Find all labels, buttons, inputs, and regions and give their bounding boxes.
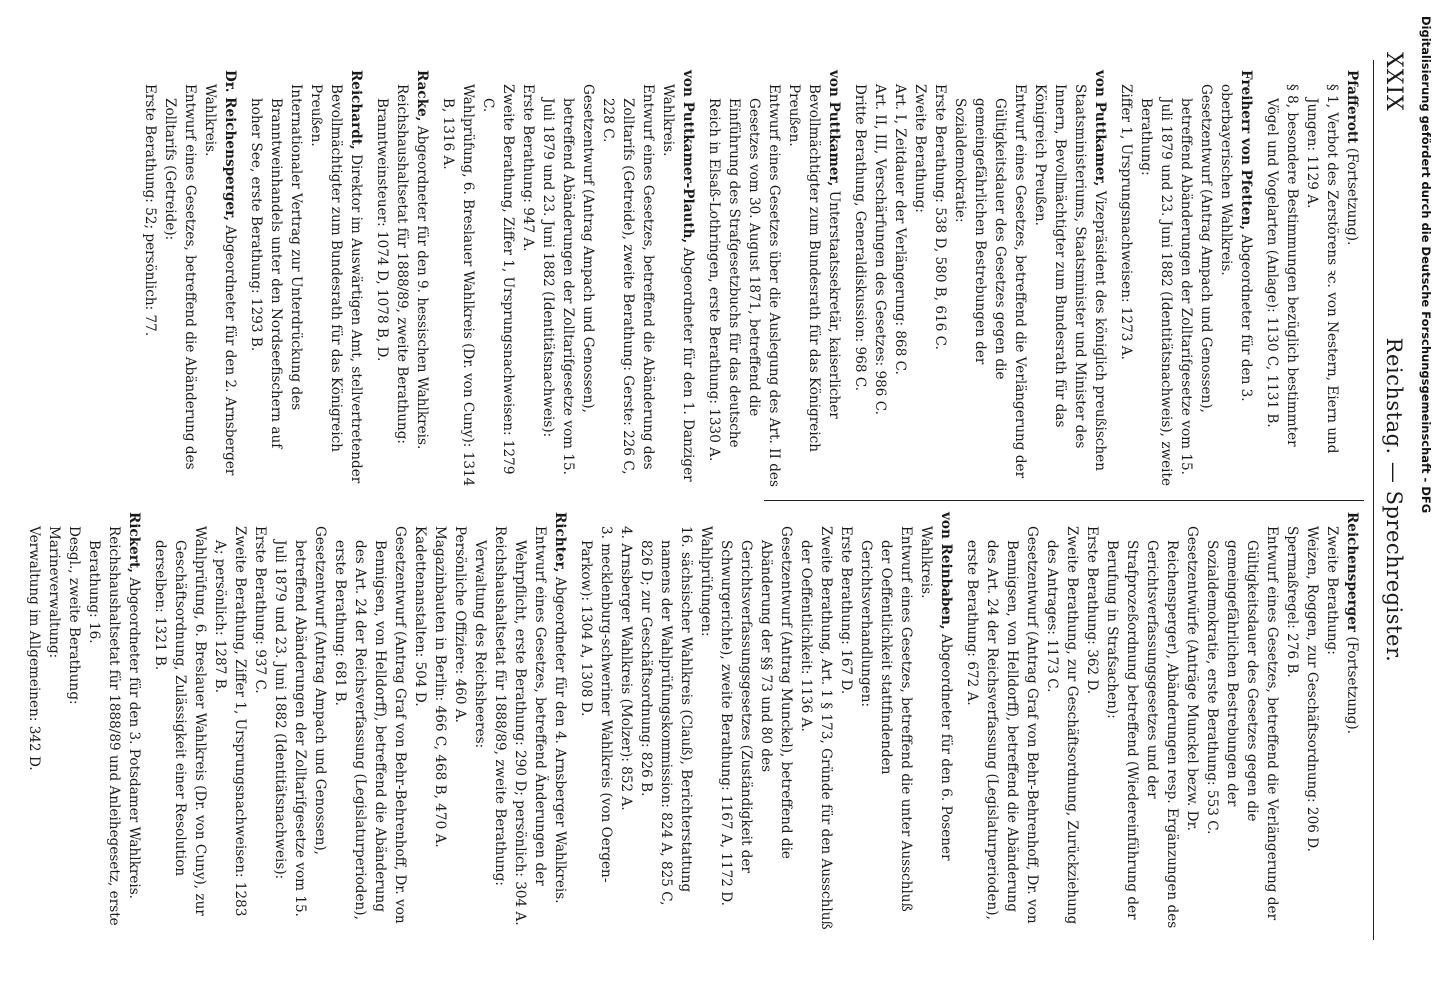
entry-line: Desgl., zweite Berathung: (66, 526, 82, 705)
column-divider (764, 500, 1364, 501)
entry-line: Gesetzentwurf (Antrag Munckel), betreffend die Abänderung der §§ 73 und 80 des Gerichtsverfassungsgesetzes (Zuständigkeit der Schwurgerichte), zweite Berathung: 1167 A, 1172 D. (718, 526, 794, 906)
entry-line: Spermaßregel: 276 B. (1284, 526, 1300, 678)
entry-line: Gesetzentwurf (Antrag Ampach und Genossen), betreffend Abänderungen der Zolltarifgesetze vom 15. Juli 1879 und 23. Juni 1882 (Identitätsnachweis): (272, 526, 328, 917)
entry-line: Entwurf eines Gesetzes, betreffend die Verlängerung der Gültigkeitsdauer des Gesetzes gegen die gemeingefährlichen Bestrebungen der Sozialdemokratie, erste Berathung: 553 C. (1204, 526, 1280, 921)
register-entry (24, 512, 144, 930)
entry-line: Erste Berathung: 52; persönlich: 77. (142, 84, 158, 337)
register-entry (576, 512, 956, 930)
entry-line: Reichshaushaltsetat für 1888/89, zweite Berathung: Verwaltung des Reichsheeres: (472, 526, 508, 886)
register-entry (1116, 70, 1256, 488)
entry-line: Erste Berathung: 947 A. (520, 84, 536, 252)
entry-line: Reichshaushaltsetat für 1888/89, zweite Berathung: Branntweinsteuer: 1074 D, 1078 B, D. (374, 84, 410, 444)
entry-name: von Reinbaben, (938, 512, 954, 630)
entry-name: von Puttkamer, (1092, 70, 1108, 187)
running-title: Reichstag. — Sprechregister. (1382, 337, 1406, 663)
entry-line: Entwurf eines Gesetzes, betreffend die Abänderung des Zolltarifs (Getreide), zweite Berathung: Gerste: 226 C, 228 C. (600, 84, 656, 475)
entry-line: Erste Berathung: 362 D. (1084, 526, 1100, 695)
entry-line: Abgeordneter für den 9. hessischen Wahlkreis. (414, 125, 430, 450)
register-entry (1262, 70, 1362, 488)
entry-line: Zweite Berathung, Ziffer 1, Ursprungsnachweisen: 1283 A; persönlich: 1287 B. (212, 526, 248, 917)
entry-name: Dr. Reichensperger, (222, 70, 238, 221)
entry-line: Wahlprüfung, 6. Breslauer Wahlkreis (Dr. von Cuny), zur Geschäftsordnung, Zulässigkeit einer Resolution derselben: 1321 B. (152, 526, 208, 916)
entry-line: Zweite Berathung, Art. 1 § 173, Gründe für den Ausschluß der Oeffentlichkeit: 1136 A. (798, 526, 834, 930)
register-entry (246, 70, 366, 488)
entry-line: Gesetzentwurf (Antrag Graf von Behr-Behrenhoff, Dr. von Bennigsen, von Helldorff), betreffend die Abänderung des Art. 24 der Reichsverfassung (Legislaturperioden), erste Berathung: 681 B. (332, 526, 408, 924)
entry-line: Entwurf eines Gesetzes über die Auslegung des Art. II des Gesetzes vom 30. August 1871, betreffend die Einführung des Strafgesetzbuchs für das deutsche Reich in Elsaß-Lothringen, erste Berathung: 1330 A. (706, 84, 782, 487)
entry-line: Internationaler Vertrag zur Unterdrückung des Branntweinhandels unter den Nordseefischern auf hoher See, erste Berathung: 1293 B. (248, 84, 304, 449)
entry-line: Direktor im Auswärtigen Amt, stellvertretender Bevollmächtigter zum Bundesrath für das Königreich Preußen. (308, 84, 364, 484)
left-column (82, 70, 1362, 488)
entry-name: Freiherr von Pfetten, (1238, 70, 1254, 231)
entry-name: Reichensperger (1344, 512, 1360, 633)
register-entry (962, 512, 1362, 930)
entry-name: von Puttkamer, (826, 70, 842, 187)
entry-line: Art. II, III, Verschärfungen des Gesetzes: 986 C. (872, 84, 888, 415)
register-entry (850, 70, 1110, 488)
entry-name: Richter, (552, 512, 568, 573)
entry-line: Entwurf eines Gesetzes, betreffend die Verlängerung der Gültigkeitsdauer des Gesetzes gegen die gemeingefährlichen Bestrebungen der Sozialdemokratie: (952, 84, 1028, 479)
entry-line: (Fortsetzung). (1344, 147, 1360, 246)
entry-line: Art. I, Zeitdauer der Verlängerung: 868 C. (892, 84, 908, 375)
entry-line: Abgeordneter für den 6. Posener Wahlkreis. (918, 526, 954, 861)
entry-line: Erste Berathung: 538 D, 580 B, 616 C. (932, 84, 948, 350)
stamp-text: Digitalisierung gefördert durch die Deutsche Forschungsgemeinschaft - DFG (1419, 16, 1433, 514)
entry-line: 3. mecklenburg-schweriner Wahlkreis (von Oergen-Parkow): 1304 A, 1308 D. (578, 526, 614, 883)
register-entry (704, 70, 844, 488)
entry-line: Kadettenanstalten: 504 D. (412, 526, 428, 707)
entry-line: Zweite Berathung: (912, 84, 928, 213)
page-number: XXIX (1381, 52, 1406, 112)
entry-line: Verwaltung im Allgemeinen: 342 D. (26, 526, 42, 771)
entry-line: Reichshaushaltsetat für 1888/89 und Anleihegesetz, erste Berathung: 16. (86, 526, 122, 926)
register-entry (372, 70, 432, 488)
entry-line: Wahlprüfungen: (698, 526, 714, 637)
entry-line: Unterstaatssekretär, kaiserlicher Bevollmächtigter zum Bundesrath für das Königreich Preußen. (786, 84, 842, 453)
entry-line: Erste Berathung: 937 C. (252, 526, 268, 694)
entry-line: Dritte Berathung, Generaldiskussion: 968 C. (852, 84, 868, 392)
entry-line: (Fortsetzung). (1344, 636, 1360, 735)
entry-line: Gesetzentwurf (Antrag Ampach und Genossen), betreffend Abänderungen der Zolltarifgesetze vom 15. Juli 1879 und 23. Juni 1882 (Identitätsnachweis), zweite Berathung: (1138, 84, 1214, 487)
entry-line: § 8, besondere Bestimmungen bezüglich bestimmter Vögel und Vogelarten (Anlage): 1130 C, 1131 B. (1264, 84, 1300, 447)
entry-line: Abgeordneter für den 1. Danziger Wahlkreis. (660, 84, 696, 482)
entry-line: Zweite Berathung, Ziffer 1, Ursprungsnachweisen: 1279 C. (480, 84, 516, 475)
entry-line: § 1, Verbot des Zerstörens ꝛc. von Nestern, Eiern und Jungen: 1129 A. (1304, 84, 1340, 454)
entry-line: Weizen, Roggen, zur Geschäftsordnung: 206 D. (1304, 526, 1320, 852)
digitization-stamp (1418, 8, 1436, 998)
register-entry (140, 70, 240, 488)
entry-line: Gesetzentwürfe (Anträge Munckel bezw. Dr. Reichensperger), Abänderungen resp. Ergänzungen des Gerichtsverfassungsgesetzes und der Strafprozeßordnung betreffend (Wiedereinführung der Berufung in Strafsachen): (1104, 526, 1200, 929)
entry-line: 4. Arnsberger Wahlkreis (Molzer): 852 A. (618, 526, 634, 811)
register-entry (438, 70, 698, 488)
entry-line: Marineverwaltung: (46, 526, 62, 659)
entry-line: Abgeordneter für den 3. oberbayerischen Wahlkreis. (1218, 84, 1254, 402)
entry-line: Entwurf eines Gesetzes, betreffend die unter Ausschluß der Oeffentlichkeit stattfindenden Gerichtsverhandlungen: (858, 526, 914, 912)
entry-line: Gesetzentwurf (Antrag Ampach und Genossen), betreffend Abänderungen der Zolltarifgesetze vom 15. Juli 1879 und 23. Juni 1882 (Identitätsnachweis): (540, 84, 596, 475)
entry-line: Ziffer 1, Ursprungsnachweisen: 1273 A. (1118, 84, 1134, 360)
entry-line: Entwurf eines Gesetzes, betreffend Änderungen der Wehrpflicht, erste Berathung: 290 D; persönlich: 304 A. (512, 526, 548, 926)
entry-line: Zweite Berathung: (1324, 526, 1340, 655)
entry-name: Pfafferott (1344, 70, 1360, 144)
entry-line: Abgeordneter für den 2. Arnsberger Wahlkreis. (202, 84, 238, 476)
entry-line: Entwurf eines Gesetzes, betreffend die Abänderung des Zolltarifs (Getreide): (162, 84, 198, 470)
header-rule (1373, 60, 1374, 940)
entry-line: Abgeordneter für den 4. Arnsberger Wahlkreis. (552, 576, 568, 904)
entry-line: Persönliche Offiziere: 460 A. (452, 526, 468, 723)
entry-name: Rickert, (126, 512, 142, 573)
entry-line: Wahlprüfung, 6. Breslauer Wahlkreis (Dr. von Cuny): 1314 B, 1316 A. (440, 84, 476, 487)
entry-name: Reichardt, (348, 70, 364, 150)
entry-line: Vizepräsident des königlich preußischen Staatsministeriums, Staatsminister und Minister des Innern, Bevollmächtigter zum Bundesrath für das Königreich Preußen. (1032, 84, 1108, 472)
entry-name: Racke, (414, 70, 430, 122)
register-entry (150, 512, 570, 930)
entry-line: Gesetzentwurf (Antrag Graf von Behr-Behrenhoff, Dr. von Bennigsen, von Helldorff), betreffend die Abänderung des Art. 24 der Reichsverfassung (Legislaturperioden), erste Berathung: 672 A. (964, 526, 1040, 924)
entry-line: 16. sächsischer Wahlkreis (Clauß), Berichterstattung namens der Wahlprüfungskommission: 824 A, 825 C, 826 D; zur Geschäftsordnung: 826 B. (638, 526, 694, 906)
right-column (26, 512, 1362, 930)
entry-name: von Puttkamer-Plauth, (680, 70, 696, 244)
entry-line: Abgeordneter für den 3. Potsdamer Wahlkreis. (126, 577, 142, 900)
entry-line: Erste Berathung: 167 D. (838, 526, 854, 695)
entry-line: Magazinbauten in Berlin: 466 C, 468 B, 470 A. (432, 526, 448, 848)
entry-line: Zweite Berathung, zur Geschäftsordnung, Zurückziehung des Antrages: 1173 C. (1044, 526, 1080, 925)
